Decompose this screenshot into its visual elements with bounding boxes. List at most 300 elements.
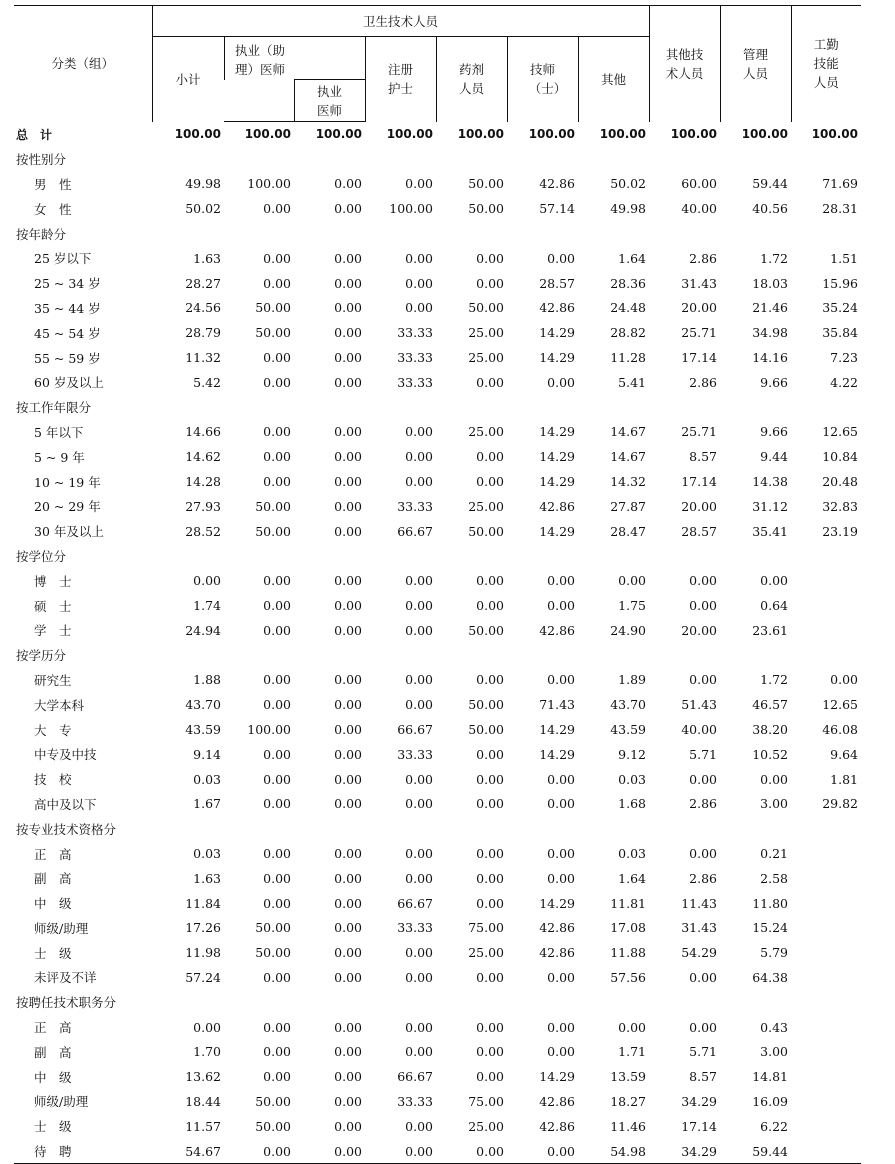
cell-value: [224, 816, 294, 841]
cell-value: 75.00: [468, 920, 504, 936]
cell-value: 14.28: [185, 474, 221, 490]
cell-value: 14.32: [610, 474, 646, 490]
cell-value: 11.88: [610, 945, 646, 961]
cell-value: 0.00: [405, 697, 433, 713]
cell-value: [436, 816, 507, 841]
table-row: [14, 519, 861, 544]
table-row: [14, 668, 861, 693]
cell-value: [294, 147, 365, 172]
cell-value: 0.00: [334, 746, 362, 762]
cell-value: 0.00: [334, 449, 362, 465]
table-row: [14, 891, 861, 916]
cell-value: 28.82: [610, 325, 646, 341]
cell-value: 46.08: [822, 722, 858, 738]
cell-value: 9.66: [760, 424, 788, 440]
cell-value: 0.00: [334, 672, 362, 688]
cell-value: 28.57: [681, 523, 717, 539]
cell-value: 0.00: [618, 573, 646, 589]
row-label: 高中及以下: [34, 796, 97, 812]
cell-value: 0.00: [263, 449, 291, 465]
cell-value: 0.00: [334, 201, 362, 217]
cell-value: [791, 990, 861, 1015]
row-label: 大学本科: [34, 697, 85, 713]
cell-value: [152, 816, 224, 841]
cell-value: 14.29: [539, 746, 575, 762]
group-header-row: [14, 990, 861, 1015]
table-row: [14, 916, 861, 941]
cell-value: [649, 990, 720, 1015]
cell-value: 33.33: [397, 920, 433, 936]
cell-value: 0.00: [334, 920, 362, 936]
cell-value: [365, 544, 436, 569]
cell-value: 43.59: [610, 722, 646, 738]
cell-value: 33.33: [397, 325, 433, 341]
cell-value: 0.00: [405, 300, 433, 316]
row-label: 师级/助理: [34, 920, 89, 936]
cell-value: 0.00: [334, 374, 362, 390]
header-registered-nurse: 注册护士: [365, 37, 436, 122]
cell-value: 10.84: [822, 449, 858, 465]
cell-value: 0.00: [193, 573, 221, 589]
cell-value: 0.00: [405, 771, 433, 787]
cell-value: 50.00: [468, 176, 504, 192]
cell-value: 0.00: [476, 746, 504, 762]
table-row: [14, 1139, 861, 1164]
cell-value: 54.98: [578, 1139, 649, 1164]
row-label: 硕 士: [34, 598, 72, 614]
cell-value: 0.03: [618, 771, 646, 787]
cell-value: 100.00: [386, 127, 433, 142]
cell-value: 33.33: [397, 1093, 433, 1109]
cell-value: 71.43: [539, 697, 575, 713]
cell-value: 13.59: [610, 1069, 646, 1085]
cell-value: 0.00: [263, 424, 291, 440]
row-label: 10 ~ 19 年: [34, 474, 101, 490]
cell-value: [294, 990, 365, 1015]
cell-value: [649, 395, 720, 420]
cell-value: 0.00: [263, 1019, 291, 1035]
cell-value: [507, 816, 578, 841]
cell-value: 0.00: [263, 1069, 291, 1085]
header-technician: 技师（士）: [507, 37, 578, 122]
cell-value: 49.98: [185, 176, 221, 192]
cell-value: [365, 816, 436, 841]
cell-value: [791, 866, 861, 891]
cell-value: 21.46: [752, 300, 788, 316]
group-header-row: [14, 643, 861, 668]
cell-value: 35.24: [822, 300, 858, 316]
table-row: [14, 593, 861, 618]
cell-value: 46.57: [752, 697, 788, 713]
cell-value: 0.00: [334, 424, 362, 440]
cell-value: [720, 816, 791, 841]
cell-value: 0.03: [193, 771, 221, 787]
cell-value: 14.29: [539, 449, 575, 465]
cell-value: 59.44: [752, 176, 788, 192]
cell-value: 11.28: [610, 350, 646, 366]
row-label: 中 级: [34, 896, 72, 912]
cell-value: 0.00: [547, 374, 575, 390]
cell-value: 0.00: [476, 474, 504, 490]
cell-value: 2.86: [689, 796, 717, 812]
cell-value: [791, 916, 861, 941]
cell-value: [791, 1114, 861, 1139]
cell-value: 0.00: [334, 1019, 362, 1035]
table-row: [14, 692, 861, 717]
cell-value: 50.00: [255, 945, 291, 961]
cell-value: 0.00: [405, 945, 433, 961]
row-label: 士 级: [34, 945, 72, 961]
cell-value: 33.33: [397, 498, 433, 514]
cell-value: [791, 568, 861, 593]
row-label: 35 ~ 44 岁: [34, 300, 101, 316]
cell-value: 0.00: [263, 846, 291, 861]
header-licensed-physician: 执业（助理）医师: [224, 37, 365, 80]
table-body: [14, 122, 861, 1164]
cell-value: 54.67: [152, 1139, 224, 1164]
cell-value: 40.00: [681, 722, 717, 738]
cell-value: 0.00: [405, 598, 433, 614]
cell-value: [365, 990, 436, 1015]
cell-value: 24.48: [610, 300, 646, 316]
cell-value: 14.67: [610, 424, 646, 440]
table-row: [14, 420, 861, 445]
cell-value: 1.67: [193, 796, 221, 812]
cell-value: 75.00: [468, 1093, 504, 1109]
cell-value: 0.00: [263, 771, 291, 787]
cell-value: 0.00: [547, 771, 575, 787]
cell-value: 20.00: [681, 622, 717, 638]
cell-value: [507, 544, 578, 569]
cell-value: 0.00: [476, 771, 504, 787]
cell-value: 0.00: [476, 846, 504, 861]
cell-value: [649, 816, 720, 841]
cell-value: 11.57: [185, 1118, 221, 1134]
cell-value: 42.86: [539, 498, 575, 514]
group-header-row: [14, 221, 861, 246]
cell-value: 35.84: [822, 325, 858, 341]
cell-value: [436, 221, 507, 246]
cell-value: 50.00: [468, 201, 504, 217]
cell-value: 0.00: [334, 969, 362, 985]
cell-value: 9.64: [830, 746, 858, 762]
cell-value: 0.00: [193, 1019, 221, 1035]
cell-value: [436, 395, 507, 420]
cell-value: 0.00: [689, 598, 717, 614]
cell-value: 64.38: [752, 969, 788, 985]
cell-value: 0.00: [476, 250, 504, 266]
cell-value: 9.14: [193, 746, 221, 762]
cell-value: 42.86: [539, 1093, 575, 1109]
cell-value: 42.86: [539, 945, 575, 961]
cell-value: [791, 940, 861, 965]
cell-value: 35.41: [752, 523, 788, 539]
table-row: [14, 172, 861, 197]
cell-value: 0.00: [263, 622, 291, 638]
row-label: 总 计: [16, 127, 53, 142]
cell-value: 0.00: [405, 622, 433, 638]
cell-value: 0.00: [334, 573, 362, 589]
cell-value: [578, 147, 649, 172]
cell-value: [436, 147, 507, 172]
cell-value: 57.56: [610, 969, 646, 985]
cell-value: 0.00: [830, 672, 858, 688]
table-row: [14, 1114, 861, 1139]
cell-value: 0.00: [547, 573, 575, 589]
cell-value: 9.66: [760, 374, 788, 390]
cell-value: [224, 221, 294, 246]
cell-value: 0.00: [334, 300, 362, 316]
cell-value: [791, 544, 861, 569]
row-label: 士 级: [34, 1119, 72, 1135]
cell-value: 0.00: [334, 846, 362, 861]
cell-value: 11.32: [185, 350, 221, 366]
cell-value: 50.00: [255, 325, 291, 341]
cell-value: [152, 395, 224, 420]
cell-value: [436, 990, 507, 1015]
cell-value: [791, 1064, 861, 1089]
cell-value: 40.56: [752, 201, 788, 217]
cell-value: 14.29: [539, 1069, 575, 1085]
cell-value: 1.71: [618, 1044, 646, 1060]
row-label: 博 士: [34, 573, 72, 589]
cell-value: 34.98: [752, 325, 788, 341]
total-row: [14, 122, 861, 147]
cell-value: 29.82: [822, 796, 858, 812]
cell-value: 59.44: [720, 1139, 791, 1164]
cell-value: 12.65: [822, 424, 858, 440]
cell-value: [152, 221, 224, 246]
cell-value: 0.00: [436, 1139, 507, 1164]
cell-value: 0.00: [263, 275, 291, 291]
cell-value: 0.00: [689, 969, 717, 985]
cell-value: [152, 643, 224, 668]
cell-value: [791, 1089, 861, 1114]
cell-value: 28.36: [610, 275, 646, 291]
cell-value: 28.31: [822, 201, 858, 217]
cell-value: 50.00: [468, 697, 504, 713]
cell-value: 1.72: [760, 672, 788, 688]
cell-value: [578, 221, 649, 246]
cell-value: 0.00: [334, 697, 362, 713]
cell-value: [649, 147, 720, 172]
cell-value: 1.63: [193, 870, 221, 886]
group-header-row: [14, 544, 861, 569]
cell-value: 43.70: [610, 697, 646, 713]
cell-value: 50.00: [255, 523, 291, 539]
cell-value: [578, 544, 649, 569]
row-label: 按学位分: [16, 548, 67, 564]
cell-value: 2.86: [689, 870, 717, 886]
header-pharmacist: 药剂人员: [436, 37, 507, 122]
cell-value: 100.00: [670, 127, 717, 142]
cell-value: 11.46: [610, 1118, 646, 1134]
cell-value: 2.58: [760, 870, 788, 886]
cell-value: [720, 221, 791, 246]
cell-value: 0.00: [547, 846, 575, 861]
cell-value: 0.00: [405, 1118, 433, 1134]
cell-value: 0.00: [405, 449, 433, 465]
table-row: [14, 965, 861, 990]
cell-value: 24.56: [185, 300, 221, 316]
cell-value: 0.00: [547, 250, 575, 266]
cell-value: 100.00: [741, 127, 788, 142]
cell-value: 7.23: [830, 350, 858, 366]
cell-value: [224, 147, 294, 172]
table-row: [14, 767, 861, 792]
header-category: 分类（组）: [14, 6, 152, 122]
cell-value: 0.00: [294, 1139, 365, 1164]
cell-value: 0.00: [476, 374, 504, 390]
cell-value: 1.88: [193, 672, 221, 688]
cell-value: [649, 221, 720, 246]
row-label: 60 岁及以上: [34, 375, 104, 391]
cell-value: 1.64: [618, 250, 646, 266]
cell-value: 5.71: [689, 746, 717, 762]
table-row: [14, 940, 861, 965]
cell-value: 1.63: [193, 250, 221, 266]
table-row: [14, 1064, 861, 1089]
cell-value: 0.00: [334, 350, 362, 366]
cell-value: 5.79: [760, 945, 788, 961]
row-label: 技 校: [34, 772, 72, 788]
cell-value: 0.00: [263, 746, 291, 762]
cell-value: 12.65: [822, 697, 858, 713]
cell-value: 20.00: [681, 498, 717, 514]
row-label: 按工作年限分: [16, 400, 92, 416]
table-row: [14, 792, 861, 817]
cell-value: 0.00: [476, 796, 504, 812]
cell-value: 0.00: [334, 1093, 362, 1109]
cell-value: 1.89: [618, 672, 646, 688]
cell-value: [224, 395, 294, 420]
cell-value: [720, 643, 791, 668]
row-label: 待 聘: [14, 1139, 152, 1164]
row-label: 学 士: [34, 623, 72, 639]
cell-value: 25.71: [681, 325, 717, 341]
cell-value: 9.44: [760, 449, 788, 465]
table-row: [14, 271, 861, 296]
cell-value: 50.00: [255, 1118, 291, 1134]
cell-value: 42.86: [539, 622, 575, 638]
cell-value: 42.86: [539, 1118, 575, 1134]
cell-value: 0.00: [405, 846, 433, 861]
cell-value: 0.00: [476, 870, 504, 886]
cell-value: [365, 147, 436, 172]
cell-value: 38.20: [752, 722, 788, 738]
cell-value: 0.00: [263, 350, 291, 366]
cell-value: 14.29: [539, 350, 575, 366]
cell-value: [507, 221, 578, 246]
cell-value: [224, 544, 294, 569]
table-row: [14, 1039, 861, 1064]
cell-value: 23.61: [752, 622, 788, 638]
cell-value: 0.00: [263, 1044, 291, 1060]
header-health-tech: 卫生技术人员: [152, 6, 649, 37]
cell-value: 0.00: [760, 573, 788, 589]
cell-value: [578, 990, 649, 1015]
cell-value: 0.00: [405, 1044, 433, 1060]
cell-value: [791, 221, 861, 246]
cell-value: 11.80: [752, 895, 788, 911]
cell-value: 0.00: [334, 598, 362, 614]
header-management: 管理人员: [720, 6, 791, 122]
cell-value: 1.72: [760, 250, 788, 266]
table-row: [14, 444, 861, 469]
cell-value: 54.29: [681, 945, 717, 961]
cell-value: 0.00: [263, 573, 291, 589]
cell-value: 0.00: [263, 672, 291, 688]
cell-value: 0.00: [334, 722, 362, 738]
cell-value: 0.00: [405, 969, 433, 985]
cell-value: 42.86: [539, 176, 575, 192]
cell-value: 0.00: [334, 1118, 362, 1134]
cell-value: 0.00: [405, 474, 433, 490]
cell-value: 50.00: [255, 1093, 291, 1109]
row-label: 25 岁以下: [34, 251, 92, 267]
cell-value: 14.29: [539, 325, 575, 341]
cell-value: [436, 544, 507, 569]
cell-value: 66.67: [397, 895, 433, 911]
cell-value: 11.98: [185, 945, 221, 961]
row-label: 副 高: [34, 1044, 72, 1060]
cell-value: 0.00: [334, 523, 362, 539]
cell-value: [578, 395, 649, 420]
cell-value: 2.86: [689, 250, 717, 266]
cell-value: 24.94: [185, 622, 221, 638]
cell-value: 28.57: [539, 275, 575, 291]
cell-value: 50.00: [468, 300, 504, 316]
table-row: [14, 296, 861, 321]
cell-value: 1.68: [618, 796, 646, 812]
row-label: 正 高: [34, 846, 72, 862]
cell-value: [365, 395, 436, 420]
cell-value: 14.67: [610, 449, 646, 465]
cell-value: 0.00: [476, 969, 504, 985]
row-label: 未评及不详: [34, 970, 97, 986]
cell-value: 0.00: [263, 201, 291, 217]
cell-value: 0.00: [405, 176, 433, 192]
cell-value: 25.00: [468, 325, 504, 341]
header-subtotal: 小计: [152, 37, 224, 122]
cell-value: 14.38: [752, 474, 788, 490]
cell-value: 51.43: [681, 697, 717, 713]
cell-value: 1.51: [830, 250, 858, 266]
row-label: 大 专: [34, 722, 72, 738]
cell-value: [152, 544, 224, 569]
cell-value: [720, 395, 791, 420]
cell-value: 0.00: [334, 250, 362, 266]
cell-value: 0.00: [263, 895, 291, 911]
cell-value: 8.57: [689, 449, 717, 465]
cell-value: 0.00: [405, 275, 433, 291]
cell-value: 33.33: [397, 374, 433, 390]
cell-value: 0.00: [334, 1069, 362, 1085]
cell-value: 0.00: [263, 598, 291, 614]
cell-value: 0.00: [263, 969, 291, 985]
cell-value: 10.52: [752, 746, 788, 762]
cell-value: 15.96: [822, 275, 858, 291]
cell-value: 40.00: [681, 201, 717, 217]
cell-value: 0.00: [547, 870, 575, 886]
cell-value: 28.79: [185, 325, 221, 341]
cell-value: [152, 990, 224, 1015]
cell-value: 14.62: [185, 449, 221, 465]
cell-value: 0.00: [689, 846, 717, 861]
cell-value: 0.00: [334, 474, 362, 490]
cell-value: 0.00: [547, 672, 575, 688]
table-row: [14, 1089, 861, 1114]
